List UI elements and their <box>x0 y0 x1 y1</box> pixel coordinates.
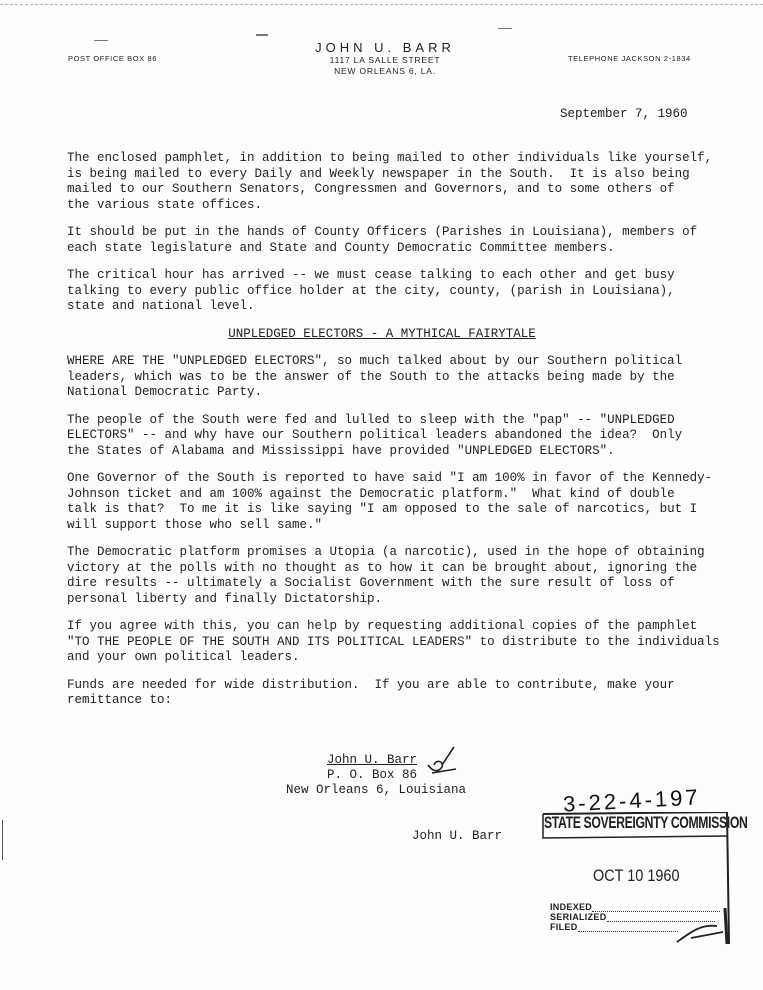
handwritten-mark-icon <box>424 743 458 777</box>
scan-top-edge <box>0 4 763 5</box>
stamp-serialized <box>550 912 715 922</box>
letterhead <box>300 40 470 77</box>
stamp-file-number: 3-22-4-197 <box>562 784 702 817</box>
letterhead-telephone: TELEPHONE JACKSON 2-1834 <box>568 54 691 63</box>
serialized-line <box>607 914 715 922</box>
letter-body <box>67 151 727 721</box>
paragraph-6: One Governor of the South is reported to have said "I am 100% in favor of the Kennedy- Johnson ticket and am 100% against the Democratic platform." What kind of double talk is that? To me it is like saying "I am opposed to the sale of narcotics, but I will support those who sell same." <box>67 471 713 532</box>
letterhead-name: JOHN U. BARR <box>315 40 455 55</box>
paragraph-3: The critical hour has arrived -- we must cease talking to each other and get busy talking to every public office holder at the city, county, (parish in Louisiana), state and national level. <box>67 268 675 313</box>
stamp-date: OCT 10 1960 <box>593 866 680 885</box>
letterhead-street: 1117 LA SALLE STREET <box>329 55 441 65</box>
paragraph-4: WHERE ARE THE "UNPLEDGED ELECTORS", so much talked about by our Southern political leaders, which was to be the answer of the South to the attacks being made by the National Democratic Party. <box>67 354 683 399</box>
section-heading: UNPLEDGED ELECTORS - A MYTHICAL FAIRYTALE <box>228 326 536 341</box>
scan-edge-mark <box>2 820 3 860</box>
paragraph-7: The Democratic platform promises a Utopia (a narcotic), used in the hope of obtaining victory at the polls with no thought as to how it can be brought about, ignoring the dire results -- ultimately a Socialist Government with the sure result of loss of personal liberty and finally Dictatorship. <box>67 545 705 606</box>
commission-stamp <box>541 784 748 946</box>
paragraph-5: The people of the South were fed and lulled to sleep with the "pap" -- "UNPLEDGED ELECTORS" -- and why have our Southern political leaders abandoned the idea? Only the States of Alabama and Mississippi have provided "UNPLEDGED ELECTORS". <box>67 412 683 458</box>
indexed-line <box>592 904 720 912</box>
letterhead-po-box: POST OFFICE BOX 86 <box>68 54 158 63</box>
remittance-address <box>286 753 486 798</box>
stamp-indexed <box>550 902 720 912</box>
remit-name: John U. Barr <box>327 753 418 767</box>
scan-speck <box>256 34 268 36</box>
letter-date: September 7, 1960 <box>560 107 688 121</box>
stamp-indexed-label: INDEXED <box>550 902 593 912</box>
paragraph-9: Funds are needed for wide distribution. If you are able to contribute, make your remittance to: <box>67 677 675 707</box>
stamp-title: STATE SOVEREIGNTY COMMISSION <box>544 813 748 832</box>
remit-city: New Orleans 6, Louisiana <box>286 783 467 797</box>
stamp-filed <box>550 922 678 932</box>
stamp-filed-label: FILED <box>550 922 578 932</box>
paragraph-1: The enclosed pamphlet, in addition to being mailed to other individuals like yourself, is being mailed to every Daily and Weekly newspaper in the South. It is also being mailed to our Southern Senators, Congressmen and Governors, and to some others of the various state offices. <box>67 151 713 212</box>
filed-line <box>578 924 678 932</box>
stamp-serialized-label: SERIALIZED <box>550 912 607 922</box>
paragraph-2: It should be put in the hands of County Officers (Parishes in Louisiana), members of each state legislature and State and County Democratic Committee members. <box>67 225 698 255</box>
remit-box: P. O. Box 86 <box>327 768 418 782</box>
scan-speck <box>498 28 512 29</box>
letterhead-city: NEW ORLEANS 6, LA. <box>334 66 436 76</box>
paragraph-8: If you agree with this, you can help by requesting additional copies of the pamphlet "TO THE PEOPLE OF THE SOUTH AND ITS POLITICAL LEADERS" to distribute to the individuals and your own political leaders. <box>67 619 720 664</box>
typed-signature: John U. Barr <box>412 829 503 843</box>
scan-speck <box>94 40 108 41</box>
